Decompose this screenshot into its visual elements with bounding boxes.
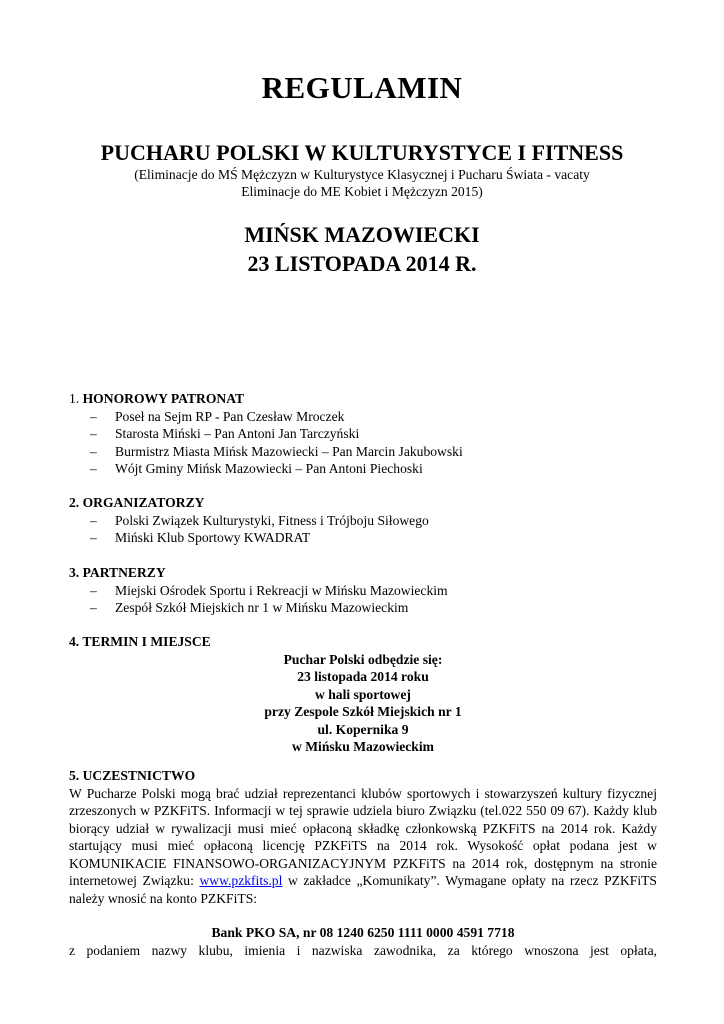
list-item: – Starosta Miński – Pan Antoni Jan Tarczyński xyxy=(90,426,360,441)
event-location-date xyxy=(0,220,724,278)
website-link[interactable]: www.pzkfits.pl xyxy=(199,873,283,888)
section-title: HONOROWY PATRONAT xyxy=(82,391,245,406)
section-heading: 4. TERMIN I MIEJSCE xyxy=(69,634,211,649)
patron-list xyxy=(69,408,657,478)
venue-line: 23 listopada 2014 roku xyxy=(297,669,429,684)
list-item: – Miński Klub Sportowy KWADRAT xyxy=(90,530,311,545)
venue-line: w hali sportowej xyxy=(315,686,411,702)
partner-list xyxy=(69,582,657,617)
venue-line: ul. Kopernika 9 xyxy=(317,721,409,737)
event-city: MIŃSK MAZOWIECKI xyxy=(244,222,480,247)
list-item: – Burmistrz Miasta Mińsk Mazowiecki – Pan Marcin Jakubowski xyxy=(90,443,463,459)
document-subtitle: PUCHARU POLSKI W KULTURYSTYCE I FITNESS xyxy=(100,140,624,165)
section-heading: 2. ORGANIZATORZY xyxy=(69,495,205,510)
venue-line: przy Zespole Szkół Miejskich nr 1 xyxy=(264,704,462,719)
section-partners xyxy=(69,564,657,617)
bank-account: Bank PKO SA, nr 08 1240 6250 1111 0000 4591 7718 xyxy=(211,925,515,940)
participation-paragraph xyxy=(69,785,657,908)
section-heading xyxy=(69,390,657,408)
paragraph-continuation: z podaniem nazwy klubu, imienia i nazwiska zawodnika, za którego wnoszona jest opłata, xyxy=(69,942,657,958)
section-heading: 3. PARTNERZY xyxy=(69,565,166,580)
document-title: REGULAMIN xyxy=(261,70,463,105)
venue-line: w Mińsku Mazowieckim xyxy=(292,739,434,754)
list-item: – Wójt Gminy Mińsk Mazowiecki – Pan Antoni Piechoski xyxy=(90,461,423,476)
list-item: – Miejski Ośrodek Sportu i Rekreacji w Mińsku Mazowieckim xyxy=(90,582,448,598)
section-number: 1. xyxy=(69,391,80,406)
organizer-list xyxy=(69,512,657,547)
venue-line: Puchar Polski odbędzie się: xyxy=(283,651,443,667)
paragraph-text: W Pucharze Polski mogą brać udział reprezentanci klubów sportowych i stowarzyszeń kultury fizycznej zrzeszonych w PZKFiTS. Informacji w tej sprawie udziela biuro Związku (tel.022 550 09 67). Każdy klub biorący udział w rywalizacji musi mieć opłaconą składkę członkowską PZKFiTS na 2014 rok. Każdy startujący musi mieć opłaconą licencję PZKFiTS na 2014 rok. Wysokość opłat podana jest w KOMUNIKACIE FINANSOWO-ORGANIZACYJNYM PZKFiTS na 2014 rok, dostępnym na stronie internetowej Związku: xyxy=(69,785,657,888)
list-item: – Poseł na Sejm RP - Pan Czesław Mroczek xyxy=(90,408,345,424)
section-date-place xyxy=(69,633,657,756)
paragraph-text: w zakładce „Komunikaty”. Wymagane opłaty na rzecz PZKFiTS należy wnosić na konto PZKFiTS: xyxy=(69,873,657,906)
note-line: Eliminacje do ME Kobiet i Mężczyzn 2015) xyxy=(241,184,483,199)
section-heading: 5. UCZESTNICTWO xyxy=(69,768,196,783)
eliminations-note xyxy=(0,166,724,200)
note-line: (Eliminacje do MŚ Mężczyzn w Kulturystyce Klasycznej i Pucharu Świata - vacaty xyxy=(134,167,590,182)
section-participation xyxy=(69,767,657,959)
event-date: 23 LISTOPADA 2014 R. xyxy=(247,251,477,276)
section-honorary-patronage xyxy=(69,390,657,478)
section-organizers xyxy=(69,494,657,547)
list-item: – Zespół Szkół Miejskich nr 1 w Mińsku Mazowieckim xyxy=(90,600,409,615)
list-item: – Polski Związek Kulturystyki, Fitness i Trójboju Siłowego xyxy=(90,512,429,528)
